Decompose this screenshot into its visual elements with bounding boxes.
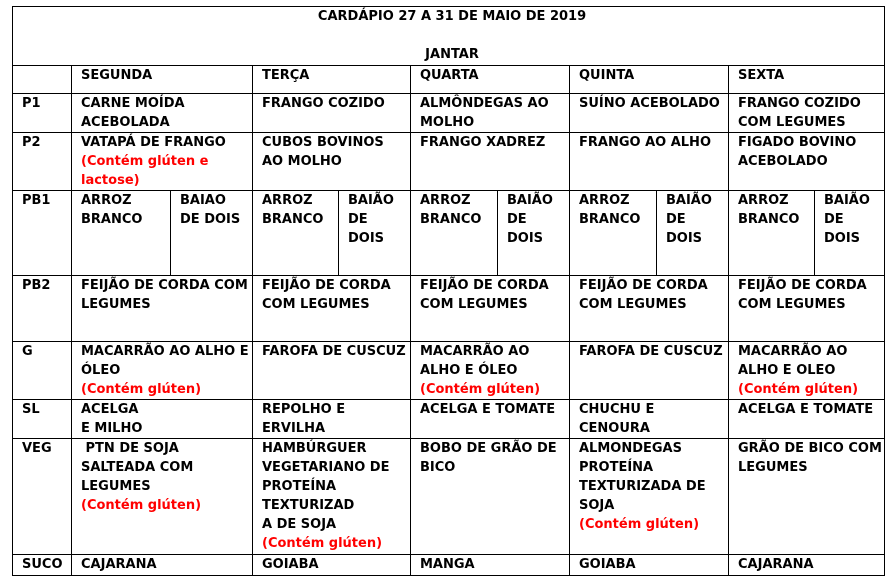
cell-sl-tue: REPOLHO E ERVILHA (253, 400, 411, 439)
dish-name: PTN DE SOJA SALTEADA COM LEGUMES (81, 441, 198, 494)
cell-p1-wed: ALMÔNDEGAS AO MOLHO (411, 94, 570, 133)
cell-veg-wed: BOBO DE GRÃO DE BICO (411, 439, 570, 555)
table-row (13, 439, 885, 555)
page-title: CARDÁPIO 27 A 31 DE MAIO DE 2019 (317, 9, 587, 24)
cell-pb2-tue: FEIJÃO DE CORDA COM LEGUMES (253, 276, 411, 342)
row-label: PB2 (13, 276, 72, 342)
cell-pb1-fri-baiao: BAIÃO DE DOIS (815, 191, 885, 276)
allergen-note: (Contém glúten) (420, 382, 541, 397)
row-label: P2 (13, 133, 72, 191)
cell-pb1-wed-baiao: BAIÃO DE DOIS (498, 191, 570, 276)
cell-p2-mon (72, 133, 253, 191)
days-row (13, 66, 885, 94)
dish-name: MACARRÃO AO ALHO E OLEO (738, 344, 848, 378)
table-row (13, 555, 885, 576)
allergen-note: (Contém glúten) (81, 382, 202, 397)
cell-p1-fri: FRANGO COZIDO COM LEGUMES (729, 94, 885, 133)
dish-name: MACARRÃO AO ALHO E ÓLEO (420, 344, 530, 378)
row-label: PB1 (13, 191, 72, 276)
table-row (13, 191, 885, 276)
cell-veg-mon (72, 439, 253, 555)
row-label: VEG (13, 439, 72, 555)
cell-suco-tue: GOIABA (253, 555, 411, 576)
cell-pb1-tue-rice: ARROZ BRANCO (253, 191, 339, 276)
cell-pb1-wed-rice: ARROZ BRANCO (411, 191, 498, 276)
allergen-note: (Contém glúten) (262, 536, 383, 551)
cell-suco-fri: CAJARANA (729, 555, 885, 576)
cell-g-thu: FAROFA DE CUSCUZ (570, 342, 729, 400)
table-row (13, 342, 885, 400)
cell-pb2-wed: FEIJÃO DE CORDA COM LEGUMES (411, 276, 570, 342)
dish-name-suffix: A DE SOJA (262, 517, 337, 532)
day-header-mon: SEGUNDA (72, 66, 253, 94)
allergen-note: (Contém glúten) (738, 382, 859, 397)
row-label: SUCO (13, 555, 72, 576)
cell-p1-thu: SUÍNO ACEBOLADO (570, 94, 729, 133)
dish-name: MACARRÃO AO ALHO E ÓLEO (81, 344, 249, 378)
cell-p2-fri: FIGADO BOVINO ACEBOLADO (729, 133, 885, 191)
cell-pb1-fri-rice: ARROZ BRANCO (729, 191, 815, 276)
dish-name: ALMONDEGAS PROTEÍNA TEXTURIZADA DE SOJA (579, 441, 706, 513)
dish-name: HAMBÚRGUER VEGETARIANO DE PROTEÍNA TEXTURIZAD (262, 441, 390, 513)
title-cell (13, 7, 885, 66)
day-header-wed: QUARTA (411, 66, 570, 94)
cell-pb2-mon: FEIJÃO DE CORDA COM LEGUMES (72, 276, 253, 342)
table-row (13, 133, 885, 191)
allergen-note: (Contém glúten e lactose) (81, 154, 209, 188)
cell-sl-fri: ACELGA E TOMATE (729, 400, 885, 439)
day-header-tue: TERÇA (253, 66, 411, 94)
menu-table (12, 6, 885, 576)
cell-p2-tue: CUBOS BOVINOS AO MOLHO (253, 133, 411, 191)
allergen-note: (Contém glúten) (579, 517, 700, 532)
cell-pb1-thu-baiao: BAIÃO DE DOIS (657, 191, 729, 276)
cell-suco-mon: CAJARANA (72, 555, 253, 576)
cell-g-fri (729, 342, 885, 400)
cell-pb1-mon-rice: ARROZ BRANCO (72, 191, 171, 276)
day-header-fri: SEXTA (729, 66, 885, 94)
cell-p1-mon: CARNE MOÍDA ACEBOLADA (72, 94, 253, 133)
cell-pb1-thu-rice: ARROZ BRANCO (570, 191, 657, 276)
dish-name: VATAPÁ DE FRANGO (81, 135, 226, 150)
cell-veg-tue (253, 439, 411, 555)
cell-sl-thu: CHUCHU E CENOURA (570, 400, 729, 439)
day-header-thu: QUINTA (570, 66, 729, 94)
cell-p2-thu: FRANGO AO ALHO (570, 133, 729, 191)
cell-pb1-mon-baiao: BAIAO DE DOIS (171, 191, 253, 276)
row-label: P1 (13, 94, 72, 133)
cell-veg-thu (570, 439, 729, 555)
table-row (13, 276, 885, 342)
cell-suco-wed: MANGA (411, 555, 570, 576)
cell-sl-wed: ACELGA E TOMATE (411, 400, 570, 439)
cell-g-mon (72, 342, 253, 400)
meal-subtitle: JANTAR (425, 47, 479, 62)
title-row (13, 7, 885, 66)
cell-g-wed (411, 342, 570, 400)
allergen-note: (Contém glúten) (81, 498, 202, 513)
cell-p1-tue: FRANGO COZIDO (253, 94, 411, 133)
cell-g-tue: FAROFA DE CUSCUZ (253, 342, 411, 400)
row-label: SL (13, 400, 72, 439)
table-row (13, 94, 885, 133)
cell-suco-thu: GOIABA (570, 555, 729, 576)
cell-pb2-fri: FEIJÃO DE CORDA COM LEGUMES (729, 276, 885, 342)
cell-pb2-thu: FEIJÃO DE CORDA COM LEGUMES (570, 276, 729, 342)
cell-p2-wed: FRANGO XADREZ (411, 133, 570, 191)
cell-pb1-tue-baiao: BAIÃO DE DOIS (339, 191, 411, 276)
table-row (13, 400, 885, 439)
corner-cell (13, 66, 72, 94)
cell-sl-mon: ACELGA E MILHO (72, 400, 253, 439)
row-label: G (13, 342, 72, 400)
cell-veg-fri: GRÃO DE BICO COM LEGUMES (729, 439, 885, 555)
